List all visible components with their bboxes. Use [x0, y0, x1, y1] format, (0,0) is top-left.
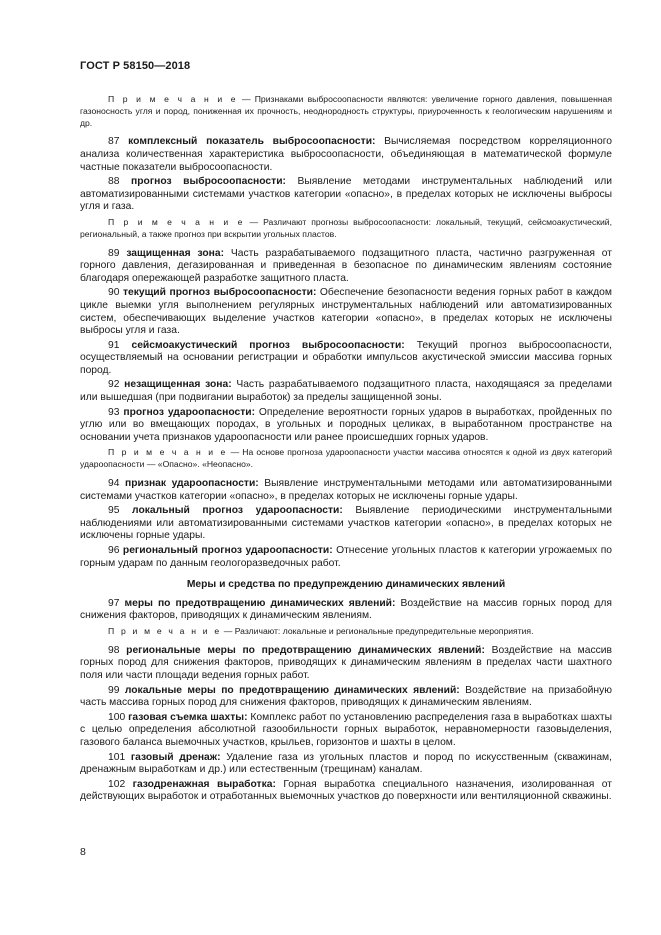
term-name: меры по предотвращению динамических явлений: — [124, 597, 396, 609]
term-name: локальный прогноз удароопасности: — [132, 505, 343, 517]
term-number: 94 — [108, 478, 125, 490]
term-number: 91 — [108, 339, 132, 351]
term-entry-101 — [80, 752, 612, 777]
note-text: — Признаками выбросоопасности являются: увеличение горного давления, повышенная газоносность угля и пород, пониженная их прочность, неоднородность структуры, приуроченность к геологическим нарушениям и др. — [80, 94, 612, 128]
note-97 — [80, 626, 612, 638]
term-entry-87 — [80, 136, 612, 174]
document-header: ГОСТ Р 58150—2018 — [80, 60, 191, 72]
term-number: 101 — [108, 751, 131, 763]
term-definition: Отнесение угольных пластов к категории угрожаемых по горным ударам по данным геологоразведочных работ. — [80, 545, 613, 569]
term-definition: Удаление газа из угольных пластов и пород по искусственным (скважинам, дренажным выработкам и др.) или естественным (трещинам) каналам. — [80, 751, 612, 776]
term-name: газовая съемка шахты: — [128, 711, 248, 723]
term-number: 93 — [108, 406, 124, 418]
term-number: 89 — [108, 247, 127, 259]
term-name: газодренажная выработка: — [132, 778, 276, 790]
term-number: 96 — [108, 545, 123, 557]
term-definition: Часть разрабатываемого подзащитного пласта, частично разгруженная от горного давления, дегазированная и приведенная в безопасное по динамическим явлениям состояние благодаря опережающей разработке защитного пласта. — [80, 247, 612, 284]
term-name: локальные меры по предотвращению динамических явлений: — [124, 684, 460, 696]
note-text: — На основе прогноза удароопасности участки массива относятся к одной из двух категорий удароопасности — «Опасно». «Неопасно». — [80, 447, 612, 470]
term-entry-92 — [80, 379, 612, 404]
term-number: 100 — [108, 711, 129, 723]
term-entry-98 — [80, 645, 612, 683]
term-name: комплексный показатель выбросоопасности: — [128, 136, 376, 148]
term-entry-102 — [80, 779, 612, 804]
term-name: прогноз выбросоопасности: — [131, 176, 286, 188]
term-entry-99 — [80, 685, 612, 710]
note-88 — [80, 217, 612, 241]
section-title: Меры и средства по предупреждению динамических явлений — [186, 579, 506, 591]
term-entry-95 — [80, 505, 612, 543]
term-entry-93 — [80, 407, 612, 445]
term-definition: Часть разрабатываемого подзащитного пласта, находящаяся за пределами или вышедшая (при подвигании выработок) за пределы защищенной зоны. — [80, 379, 612, 404]
note-label: П р и м е ч а н и е — [108, 447, 228, 458]
term-entry-97 — [80, 598, 612, 623]
term-definition: Выявление периодическими инструментальными наблюдениями или автоматизированными системами участков категории «опасно», в пределах которых не исключены горные удары. — [80, 505, 612, 542]
document-body — [80, 91, 612, 806]
term-number: 88 — [108, 176, 132, 188]
term-number: 99 — [108, 684, 125, 696]
term-definition: Воздействие на призабойную часть массива горных пород для снижения факторов, приводящих к динамическим явлениям. — [80, 684, 612, 709]
term-number: 98 — [108, 644, 127, 656]
term-number: 102 — [108, 778, 133, 790]
term-entry-90 — [80, 287, 612, 337]
term-name: признак удароопасности: — [124, 478, 259, 490]
term-number: 97 — [108, 597, 125, 609]
term-number: 87 — [108, 136, 129, 148]
note-label: П р и м е ч а н и е — [108, 216, 245, 227]
term-definition: Воздействие на массив горных пород для снижения факторов, приводящих к динамическим явлениям. — [80, 597, 612, 622]
term-number: 92 — [108, 379, 125, 391]
term-entry-100 — [80, 712, 612, 750]
term-entry-96 — [80, 545, 612, 570]
term-name: региональный прогноз удароопасности: — [122, 545, 333, 557]
note-label: П р и м е ч а н и е — [108, 625, 222, 636]
term-number: 90 — [108, 287, 123, 299]
term-definition: Комплекс работ по установлению распределения газа в выработках шахты с целью определения абсолютной газообильности горных выработок, неравномерности газовыделения, газового баланса выемочных участков, крыльев, горизонтов и шахты в целом. — [80, 711, 612, 748]
term-entry-88 — [80, 176, 612, 214]
term-definition: Горная выработка специального назначения, изолированная от действующих выработок и отработанных выемочных участков до поверхности или вентиляционной скважины. — [80, 778, 613, 803]
term-name: незащищенная зона: — [124, 379, 232, 391]
term-definition: Обеспечение безопасности ведения горных работ в каждом цикле выемки угля выполнением регулярных инструментальных наблюдений или автоматизированных систем, обеспечивающих выделение участков категории «опасно», в пределах которых не исключены выбросы угля и газа. — [80, 287, 612, 337]
term-definition: Вычисляемая посредством корреляционного анализа количественная характеристика выбросоопасности, объединяющая в математической формуле частные показатели выбросоопасности. — [80, 136, 612, 173]
note-86 — [80, 94, 612, 129]
term-definition: Текущий прогноз выбросоопасности, осуществляемый на основании регистрации и обработки импульсов акустической эмиссии массива горных пород. — [80, 339, 612, 376]
term-definition: Воздействие на массив горных пород для снижения факторов, приводящих к динамическим явлениям в пределах части шахтного поля или части площади ведения горных работ. — [80, 644, 612, 681]
term-name: прогноз удароопасности: — [123, 406, 256, 418]
term-number: 95 — [108, 505, 133, 517]
term-entry-89 — [80, 248, 612, 286]
term-entry-94 — [80, 478, 612, 503]
term-entry-91 — [80, 340, 612, 378]
note-label: П р и м е ч а н и е — [108, 94, 238, 104]
term-definition: Выявление инструментальными методами или автоматизированными системами участков категории «опасно», в пределах которых не исключены горные удары. — [80, 478, 612, 502]
term-definition: Определение вероятности горных ударов в выработках, пройденных по углю или во вмещающих породах, в угольных и породных целиках, в выработанном пространстве на основании учета признаков удароопасности или ранее происшедших горных ударов. — [80, 406, 612, 443]
note-text: — Различают: локальные и региональные предупредительные мероприятия. — [221, 625, 534, 636]
term-name: региональные меры по предотвращению динамических явлений: — [126, 644, 485, 656]
term-name: сейсмоакустический прогноз выбросоопасности: — [131, 339, 405, 351]
term-definition: Выявление методами инструментальных наблюдений или автоматизированными системами участков категории «опасно», в пределах которых не исключены выбросы угля и газа. — [80, 176, 613, 213]
page-number: 8 — [80, 846, 86, 858]
term-name: защищенная зона: — [126, 247, 225, 259]
note-text: — Различают прогнозы выбросоопасности: локальный, текущий, сейсмоакустический, региональный, а также прогноз при вскрытии угольных пластов. — [80, 216, 612, 239]
term-name: газовый дренаж: — [130, 751, 221, 763]
term-name: текущий прогноз выбросоопасности: — [122, 287, 317, 299]
note-93 — [80, 447, 612, 471]
